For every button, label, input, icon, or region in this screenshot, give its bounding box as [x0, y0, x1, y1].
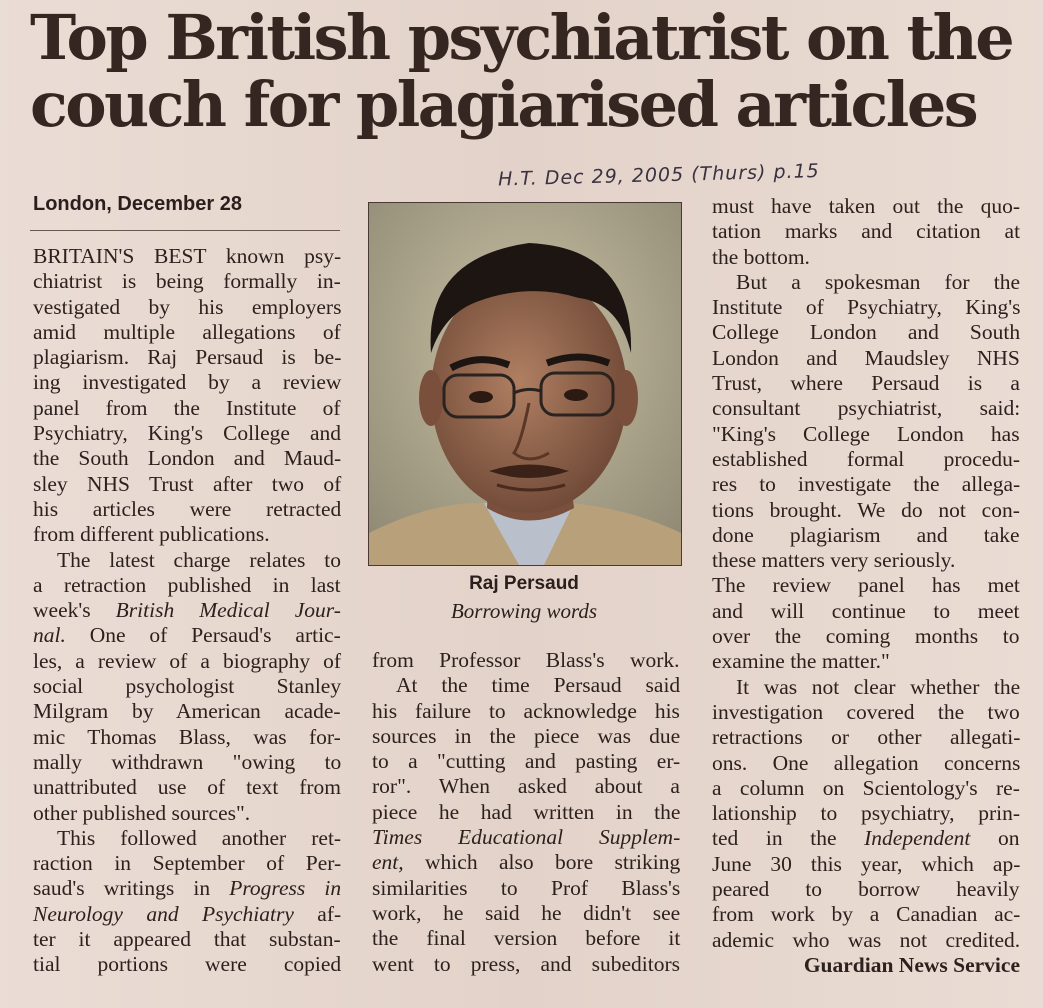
article-line: Neurology and Psychiatry af-: [33, 901, 342, 926]
photo-caption-text: Borrowing words: [450, 599, 598, 623]
article-line: mic Thomas Blass, was for-: [33, 724, 341, 749]
byline: Guardian News Service: [803, 952, 1020, 977]
article-line: the South London and Maud-: [33, 446, 342, 471]
article-line: ons. One allegation concerns: [712, 750, 1021, 775]
article-line: Times Educational Supplem-: [372, 825, 681, 850]
portrait-illustration: [369, 203, 681, 565]
article-line: consultant psychiatrist, said:: [712, 396, 1021, 421]
article-line: "King's College London has: [712, 421, 1020, 446]
article-line: sley NHS Trust after two of: [33, 471, 342, 496]
article-line: to a "cutting and pasting er-: [372, 749, 681, 774]
article-line: established formal procedu-: [712, 446, 1020, 471]
article-line: his failure to acknowledge his: [372, 698, 680, 723]
article-line: a column on Scientology's re-: [712, 775, 1020, 800]
article-line: retractions or other allegati-: [712, 725, 1021, 750]
article-line: lationship to psychiatry, prin-: [712, 801, 1020, 826]
article-line: must have taken out the quo-: [712, 194, 1020, 218]
headline-line-2: couch for plagiarised articles: [30, 68, 977, 141]
article-line: from Professor Blass's work.: [372, 648, 680, 672]
article-line: tial portions were copied: [33, 952, 342, 977]
headline: [30, 1, 1030, 141]
article-line: done plagiarism and take: [712, 522, 1020, 547]
article-line: Milgram by American acade-: [33, 699, 341, 724]
article-line: ent, which also bore striking: [372, 850, 681, 875]
article-line: les, a review of a biography of: [33, 648, 342, 673]
article-line: raction in September of Per-: [33, 851, 342, 876]
article-line: work, he said he didn't see: [372, 900, 681, 925]
article-line: the bottom.: [712, 244, 810, 269]
article-line: ing investigated by a review: [33, 370, 342, 395]
article-line: other published sources".: [33, 800, 251, 825]
article-line: vestigated by his employers: [33, 294, 342, 319]
article-line: Institute of Psychiatry, King's: [712, 295, 1021, 320]
article-column-1: [33, 244, 341, 978]
article-line: unattributed use of text from: [33, 775, 341, 800]
article-line: ter it appeared that substan-: [33, 927, 341, 952]
article-line: June 30 this year, which ap-: [712, 851, 1021, 876]
article-line: tions brought. We do not con-: [712, 497, 1020, 522]
article-line: ademic who was not credited.: [712, 927, 1021, 952]
article-line: Trust, where Persaud is a: [712, 371, 1020, 396]
article-line: amid multiple allegations of: [33, 319, 341, 344]
article-line: tation marks and citation at: [712, 219, 1021, 244]
article-column-2: [372, 648, 680, 977]
article-line: panel from the Institute of: [33, 395, 341, 420]
article-line: The review panel has met: [712, 573, 1020, 598]
article-line: It was not clear whether the: [736, 674, 1021, 699]
article-line: these matters very seriously.: [712, 548, 956, 573]
article-line: ted in the Independent on: [712, 826, 1020, 851]
dateline: London, December 28: [33, 193, 242, 215]
article-line: over the coming months to: [712, 624, 1020, 649]
article-line: and will continue to meet: [712, 598, 1020, 623]
article-line: BRITAIN'S BEST known psy-: [33, 244, 342, 268]
article-line: But a spokesman for the: [736, 269, 1020, 294]
article-line: the final version before it: [372, 926, 681, 951]
article-line: At the time Persaud said: [396, 673, 681, 698]
article-line: from different publications.: [33, 522, 270, 547]
article-line: investigation covered the two: [712, 699, 1020, 724]
article-line: week's British Medical Jour-: [33, 598, 341, 623]
article-line: peared to borrow heavily: [712, 877, 1020, 902]
article-line: piece he had written in the: [372, 799, 681, 824]
headline-line-1: Top British psychiatrist on the: [30, 1, 1013, 74]
article-line: nal. One of Persaud's artic-: [33, 623, 341, 648]
article-line: went to press, and subeditors: [372, 951, 681, 976]
article-line: social psychologist Stanley: [33, 674, 342, 699]
article-line: sources in the piece was due: [372, 723, 681, 748]
article-line: ror". When asked about a: [372, 774, 680, 799]
dateline-divider: [30, 230, 340, 231]
article-line: examine the matter.": [712, 649, 890, 674]
handwritten-annotation: H.T. Dec 29, 2005 (Thurs) p.15: [497, 160, 821, 191]
article-column-3: [712, 194, 1020, 978]
article-line: from work by a Canadian ac-: [712, 902, 1021, 927]
article-line: chiatrist is being formally in-: [33, 269, 341, 294]
photo-caption-name: Raj Persaud: [469, 573, 579, 594]
article-line: his articles were retracted: [33, 496, 342, 521]
article-line: similarities to Prof Blass's: [372, 875, 681, 900]
article-line: res to investigate the allega-: [712, 472, 1021, 497]
article-line: The latest charge relates to: [57, 547, 342, 572]
article-line: mally withdrawn "owing to: [33, 749, 342, 774]
portrait-photo: [368, 202, 682, 566]
article-line: London and Maudsley NHS: [712, 345, 1020, 370]
article-line: saud's writings in Progress in: [33, 876, 342, 901]
article-line: College London and South: [712, 320, 1021, 345]
article-line: Psychiatry, King's College and: [33, 421, 342, 446]
article-line: This followed another ret-: [57, 825, 342, 850]
article-line: a retraction published in last: [33, 572, 341, 597]
article-line: plagiarism. Raj Persaud is be-: [33, 345, 342, 370]
